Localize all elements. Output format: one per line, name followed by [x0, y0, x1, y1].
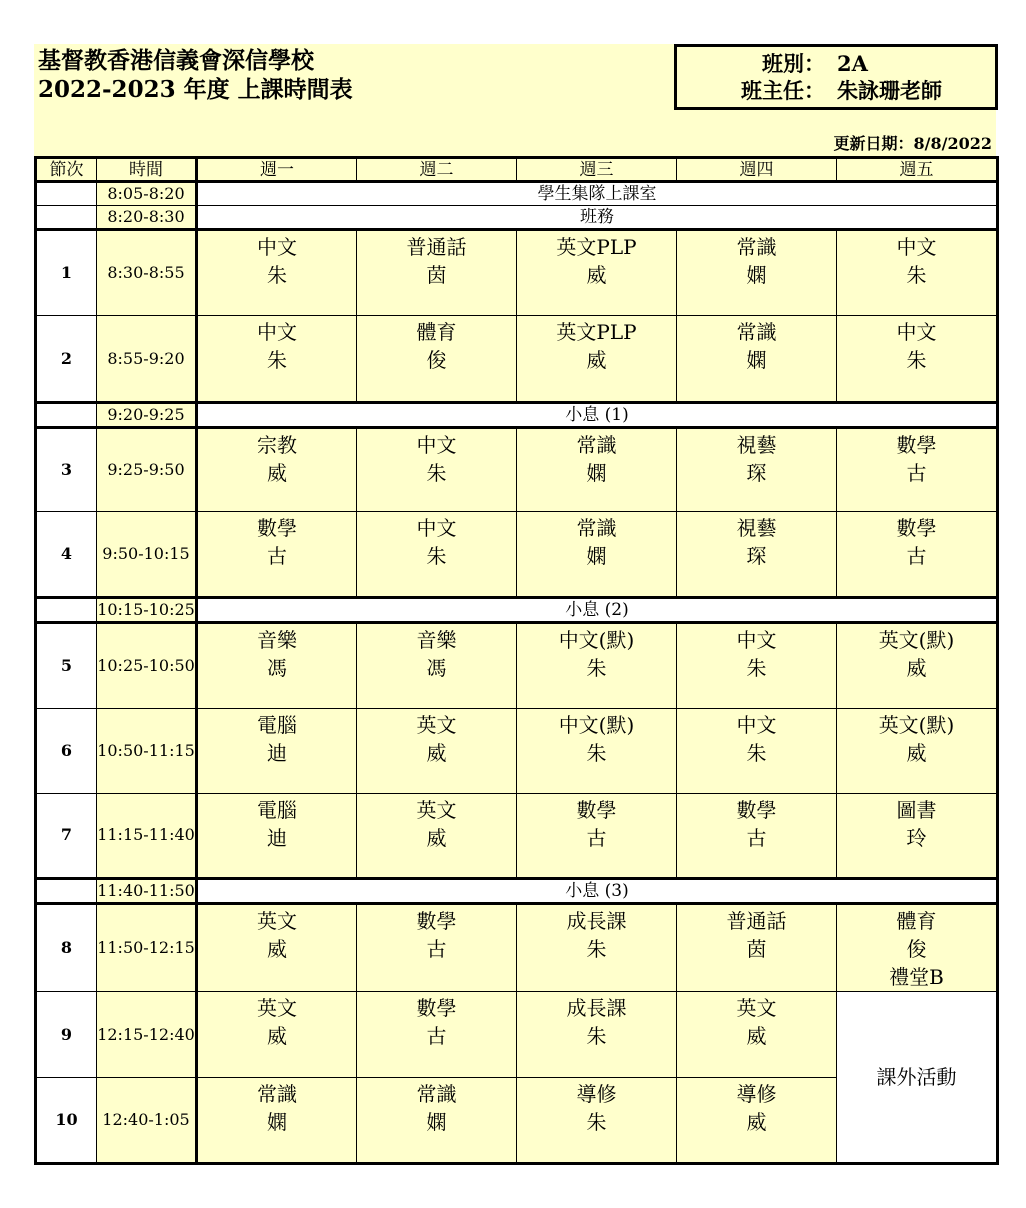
band-text: 小息 (3)	[197, 879, 998, 904]
teacher: 朱	[426, 544, 447, 568]
lesson-cell	[517, 793, 677, 878]
lesson-cell	[677, 512, 837, 598]
lesson-cell	[677, 230, 837, 316]
subject: 音樂	[257, 628, 297, 653]
teacher: 古	[586, 825, 607, 850]
lesson-cell	[837, 708, 998, 793]
subject: 常識	[576, 516, 617, 540]
teacher: 朱	[586, 656, 607, 681]
subject: 數學	[736, 797, 777, 822]
period-time: 10:50-11:15	[97, 708, 197, 793]
lesson-cell	[517, 316, 677, 402]
venue: 禮堂B	[889, 965, 944, 990]
subject: 常識	[416, 1081, 457, 1106]
teacher: 嫻	[746, 348, 767, 373]
lesson-cell	[517, 512, 677, 598]
subject: 成長課	[566, 909, 627, 934]
period-number: 6	[36, 708, 97, 793]
band-row-class-duty	[36, 206, 998, 230]
period-number: 9	[36, 992, 97, 1077]
col-header-wed: 週三	[517, 158, 677, 182]
lesson-cell	[837, 427, 998, 511]
teacher: 古	[426, 1024, 447, 1049]
band-time: 8:05-8:20	[97, 182, 197, 206]
subject: 數學	[576, 797, 617, 822]
col-header-time: 時間	[97, 158, 197, 182]
subject: 中文	[896, 320, 937, 345]
subject: 視藝	[736, 432, 777, 457]
teacher: 古	[267, 544, 287, 568]
teacher: 嫻	[267, 1109, 287, 1134]
teacher: 迪	[267, 825, 287, 850]
subject: 數學	[896, 516, 937, 540]
teacher: 古	[906, 544, 927, 568]
subject: 數學	[416, 996, 457, 1021]
teacher: 威	[426, 825, 447, 850]
period-time: 11:15-11:40	[97, 793, 197, 878]
period-number: 2	[36, 316, 97, 402]
lesson-cell	[197, 427, 357, 511]
col-header-period: 節次	[36, 158, 97, 182]
teacher: 馮	[426, 656, 447, 681]
lesson-cell	[357, 230, 517, 316]
teacher: 茵	[426, 263, 447, 288]
lesson-cell	[197, 904, 357, 992]
teacher: 朱	[586, 937, 607, 962]
subject: 英文(默)	[878, 712, 955, 737]
period-row	[36, 708, 998, 793]
teacher-value: 朱詠珊老師	[837, 78, 942, 103]
lesson-cell	[837, 904, 998, 992]
subject: 電腦	[257, 712, 297, 737]
teacher: 朱	[906, 348, 927, 373]
subject: 圖書	[896, 797, 937, 822]
lesson-cell	[677, 904, 837, 992]
teacher: 威	[746, 1024, 767, 1049]
lesson-cell	[357, 512, 517, 598]
header	[34, 44, 996, 156]
period-row	[36, 992, 998, 1077]
subject: 中文	[416, 516, 457, 540]
subject: 英文PLP	[556, 320, 637, 345]
period-row	[36, 623, 998, 708]
subject: 導修	[576, 1081, 617, 1106]
teacher: 威	[267, 1024, 287, 1049]
class-info-box	[674, 44, 998, 110]
subject: 英文	[416, 797, 457, 822]
period-row	[36, 427, 998, 511]
teacher: 嫻	[586, 460, 607, 485]
subject: 中文	[736, 712, 777, 737]
band-time: 11:40-11:50	[97, 879, 197, 904]
teacher: 朱	[267, 348, 287, 373]
ecca-cell: 課外活動	[837, 992, 998, 1164]
lesson-cell	[517, 427, 677, 511]
subject: 體育	[896, 909, 937, 934]
class-label: 班別：	[762, 51, 825, 76]
subject: 中文	[257, 320, 297, 345]
lesson-cell	[357, 904, 517, 992]
band-time: 8:20-8:30	[97, 206, 197, 230]
teacher: 俊	[426, 348, 447, 373]
teacher-label: 班主任：	[741, 78, 825, 103]
lesson-cell	[357, 1077, 517, 1163]
lesson-cell	[197, 708, 357, 793]
lesson-cell	[677, 1077, 837, 1163]
lesson-cell	[357, 708, 517, 793]
teacher: 威	[906, 740, 927, 765]
lesson-cell	[677, 992, 837, 1077]
period-number: 4	[36, 512, 97, 598]
teacher: 嫻	[746, 263, 767, 288]
subject: 數學	[896, 432, 937, 457]
lesson-cell	[357, 623, 517, 708]
band-text: 小息 (2)	[197, 598, 998, 623]
period-row	[36, 230, 998, 316]
lesson-cell	[357, 427, 517, 511]
updated-date: 更新日期：8/8/2022	[833, 134, 992, 153]
col-header-mon: 週一	[197, 158, 357, 182]
subject: 數學	[257, 516, 297, 540]
teacher: 茵	[746, 937, 767, 962]
subject: 電腦	[257, 797, 297, 822]
subject: 常識	[736, 235, 777, 260]
teacher: 威	[906, 656, 927, 681]
teacher: 玲	[906, 825, 927, 850]
period-number: 8	[36, 904, 97, 992]
period-time: 11:50-12:15	[97, 904, 197, 992]
lesson-cell	[517, 1077, 677, 1163]
subject: 中文	[257, 235, 297, 260]
lesson-cell	[517, 708, 677, 793]
period-time: 9:50-10:15	[97, 512, 197, 598]
period-time: 8:55-9:20	[97, 316, 197, 402]
subject: 普通話	[406, 235, 467, 260]
teacher: 古	[746, 825, 767, 850]
teacher: 威	[586, 348, 607, 373]
period-time: 10:25-10:50	[97, 623, 197, 708]
subject: 中文	[416, 432, 457, 457]
subject: 英文	[257, 909, 297, 934]
band-row-break-2	[36, 598, 998, 623]
lesson-cell	[677, 708, 837, 793]
subject: 普通話	[726, 909, 787, 934]
teacher: 古	[426, 937, 447, 962]
teacher: 古	[906, 460, 927, 485]
teacher: 朱	[746, 740, 767, 765]
teacher: 朱	[586, 740, 607, 765]
teacher: 迪	[267, 740, 287, 765]
lesson-cell	[357, 793, 517, 878]
teacher: 嫻	[586, 544, 607, 568]
teacher: 威	[746, 1109, 767, 1134]
teacher: 朱	[586, 1109, 607, 1134]
lesson-cell	[197, 316, 357, 402]
lesson-cell	[837, 512, 998, 598]
subject: 中文(默)	[558, 628, 635, 653]
period-time: 12:40-1:05	[97, 1077, 197, 1163]
lesson-cell	[677, 316, 837, 402]
year-title: 2022-2023 年度 上課時間表	[38, 76, 353, 103]
subject: 導修	[736, 1081, 777, 1106]
col-header-thu: 週四	[677, 158, 837, 182]
teacher: 威	[267, 460, 287, 485]
period-row	[36, 904, 998, 992]
lesson-cell	[197, 230, 357, 316]
lesson-cell	[517, 230, 677, 316]
subject: 英文	[736, 996, 777, 1021]
subject: 音樂	[416, 628, 457, 653]
period-number: 10	[36, 1077, 97, 1163]
teacher: 朱	[426, 460, 447, 485]
lesson-cell	[197, 623, 357, 708]
band-row-break-3	[36, 879, 998, 904]
period-time: 9:25-9:50	[97, 427, 197, 511]
subject: 英文	[257, 996, 297, 1021]
lesson-cell	[197, 793, 357, 878]
lesson-cell	[837, 316, 998, 402]
period-row	[36, 793, 998, 878]
lesson-cell	[357, 992, 517, 1077]
band-row-assembly	[36, 182, 998, 206]
subject: 英文PLP	[556, 235, 637, 260]
subject: 中文	[896, 235, 937, 260]
subject: 視藝	[736, 516, 777, 540]
col-header-tue: 週二	[357, 158, 517, 182]
teacher: 朱	[267, 263, 287, 288]
class-value: 2A	[837, 51, 868, 76]
teacher: 馮	[267, 656, 287, 681]
period-time: 8:30-8:55	[97, 230, 197, 316]
band-time: 10:15-10:25	[97, 598, 197, 623]
teacher: 威	[426, 740, 447, 765]
col-header-fri: 週五	[837, 158, 998, 182]
subject: 數學	[416, 909, 457, 934]
subject: 常識	[257, 1081, 297, 1106]
period-time: 12:15-12:40	[97, 992, 197, 1077]
lesson-cell	[197, 512, 357, 598]
lesson-cell	[357, 316, 517, 402]
lesson-cell	[677, 623, 837, 708]
teacher: 威	[586, 263, 607, 288]
lesson-cell	[517, 992, 677, 1077]
subject: 英文(默)	[878, 628, 955, 653]
lesson-cell	[677, 427, 837, 511]
subject: 體育	[416, 320, 457, 345]
band-text: 學生集隊上課室	[197, 182, 998, 206]
lesson-cell	[677, 793, 837, 878]
teacher: 嫻	[426, 1109, 447, 1134]
subject: 中文	[736, 628, 777, 653]
period-number: 1	[36, 230, 97, 316]
period-row	[36, 512, 998, 598]
lesson-cell	[197, 992, 357, 1077]
subject: 英文	[416, 712, 457, 737]
timetable	[34, 156, 999, 1165]
subject: 常識	[736, 320, 777, 345]
teacher: 威	[267, 937, 287, 962]
band-row-break-1	[36, 402, 998, 427]
period-number: 7	[36, 793, 97, 878]
lesson-cell	[517, 904, 677, 992]
teacher: 琛	[746, 544, 767, 568]
subject: 成長課	[566, 996, 627, 1021]
subject: 中文(默)	[558, 712, 635, 737]
lesson-cell	[837, 793, 998, 878]
period-row	[36, 316, 998, 402]
period-number: 5	[36, 623, 97, 708]
lesson-cell	[197, 1077, 357, 1163]
band-text: 班務	[197, 206, 998, 230]
band-text: 小息 (1)	[197, 402, 998, 427]
band-time: 9:20-9:25	[97, 402, 197, 427]
school-title	[38, 46, 353, 104]
lesson-cell	[837, 230, 998, 316]
subject: 常識	[576, 432, 617, 457]
lesson-cell	[517, 623, 677, 708]
lesson-cell	[837, 623, 998, 708]
teacher: 朱	[746, 656, 767, 681]
header-row	[36, 158, 998, 182]
teacher: 俊	[906, 937, 927, 962]
teacher: 琛	[746, 460, 767, 485]
teacher: 朱	[586, 1024, 607, 1049]
teacher: 朱	[906, 263, 927, 288]
school-name: 基督教香港信義會深信學校	[38, 47, 314, 74]
period-number: 3	[36, 427, 97, 511]
subject: 宗教	[257, 432, 297, 457]
